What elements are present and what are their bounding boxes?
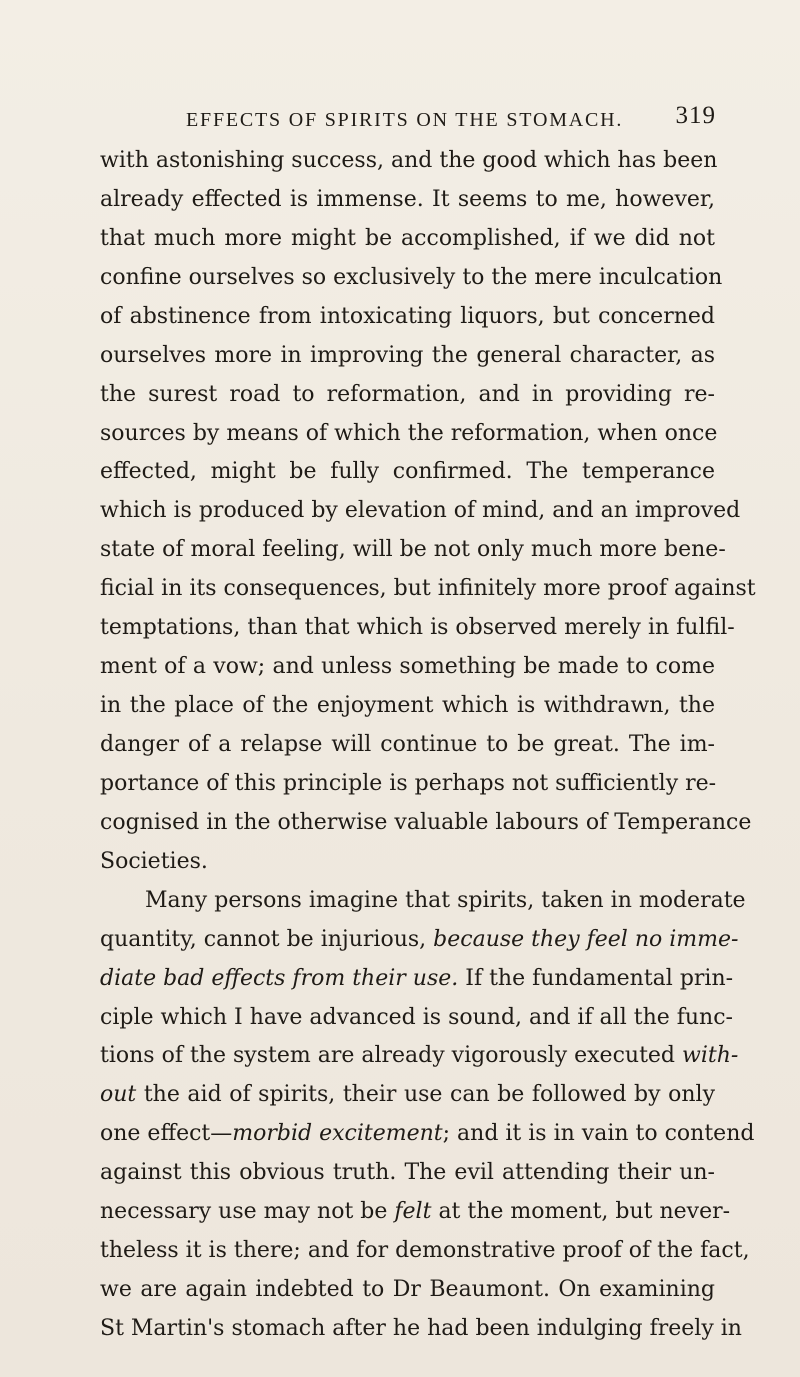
text-line: [100, 962, 734, 996]
text-line: confine ourselves so exclusively to the mere inculcation: [100, 265, 723, 290]
italic-text-segment: because they feel no imme-: [433, 927, 739, 952]
italic-text-segment: diate bad effects from their use.: [100, 966, 459, 991]
text-segment: necessary use may not be: [100, 1199, 388, 1224]
text-line: we are again indebted to Dr Beaumont. On examining: [100, 1277, 715, 1302]
text-segment: quantity, cannot be injurious,: [100, 927, 427, 952]
text-line: effected, might be fully confirmed. The temperance: [100, 459, 715, 484]
text-segment: at the moment, but never-: [438, 1199, 731, 1224]
text-line: ourselves more in improving the general character, as: [100, 343, 715, 368]
text-line: Many persons imagine that spirits, taken in moderate: [145, 888, 746, 913]
text-line: that much more might be accomplished, if we did not: [100, 226, 715, 251]
italic-text-segment: felt: [394, 1199, 432, 1224]
text-segment: tions of the system are already vigorously executed: [100, 1043, 676, 1068]
text-line: state of moral feeling, will be not only much more bene-: [100, 537, 726, 562]
text-line: cognised in the otherwise valuable labours of Temperance: [100, 810, 752, 835]
text-line: [100, 1078, 715, 1112]
text-line: [100, 923, 739, 957]
text-line: which is produced by elevation of mind, and an improved: [100, 498, 741, 523]
text-segment: one effect—: [100, 1121, 233, 1146]
text-line: with astonishing success, and the good which has been: [100, 148, 718, 173]
text-line: ficial in its consequences, but infinitely more proof against: [100, 576, 756, 601]
text-line: portance of this principle is perhaps not sufficiently re-: [100, 771, 717, 796]
text-segment: ; and it is in vain to contend: [442, 1121, 755, 1146]
italic-text-segment: with-: [682, 1043, 739, 1068]
italic-text-segment: out: [100, 1082, 137, 1107]
text-line: theless it is there; and for demonstrative proof of the fact,: [100, 1238, 750, 1263]
text-line: [100, 1195, 731, 1229]
text-line: St Martin's stomach after he had been indulging freely in: [100, 1316, 742, 1341]
running-title: EFFECTS OF SPIRITS ON THE STOMACH.: [186, 109, 624, 131]
text-line: already effected is immense. It seems to me, however,: [100, 187, 715, 212]
text-line: the surest road to reformation, and in providing re-: [100, 382, 715, 407]
text-line: of abstinence from intoxicating liquors, but concerned: [100, 304, 715, 329]
running-head: [186, 102, 716, 134]
text-line: against this obvious truth. The evil attending their un-: [100, 1160, 715, 1185]
text-line: [100, 1039, 739, 1073]
text-line: temptations, than that which is observed merely in fulfil-: [100, 615, 735, 640]
text-line: ment of a vow; and unless something be made to come: [100, 654, 715, 679]
text-line: in the place of the enjoyment which is withdrawn, the: [100, 693, 715, 718]
text-line: sources by means of which the reformation, when once: [100, 421, 718, 446]
italic-text-segment: morbid excitement: [232, 1121, 443, 1146]
text-segment: the aid of spirits, their use can be followed by only: [143, 1082, 716, 1107]
text-line: danger of a relapse will continue to be great. The im-: [100, 732, 715, 757]
text-line: ciple which I have advanced is sound, and if all the func-: [100, 1005, 733, 1030]
page-number: 319: [675, 102, 716, 129]
text-segment: If the fundamental prin-: [465, 966, 734, 991]
text-line: [100, 1117, 755, 1151]
text-line: Societies.: [100, 849, 208, 874]
